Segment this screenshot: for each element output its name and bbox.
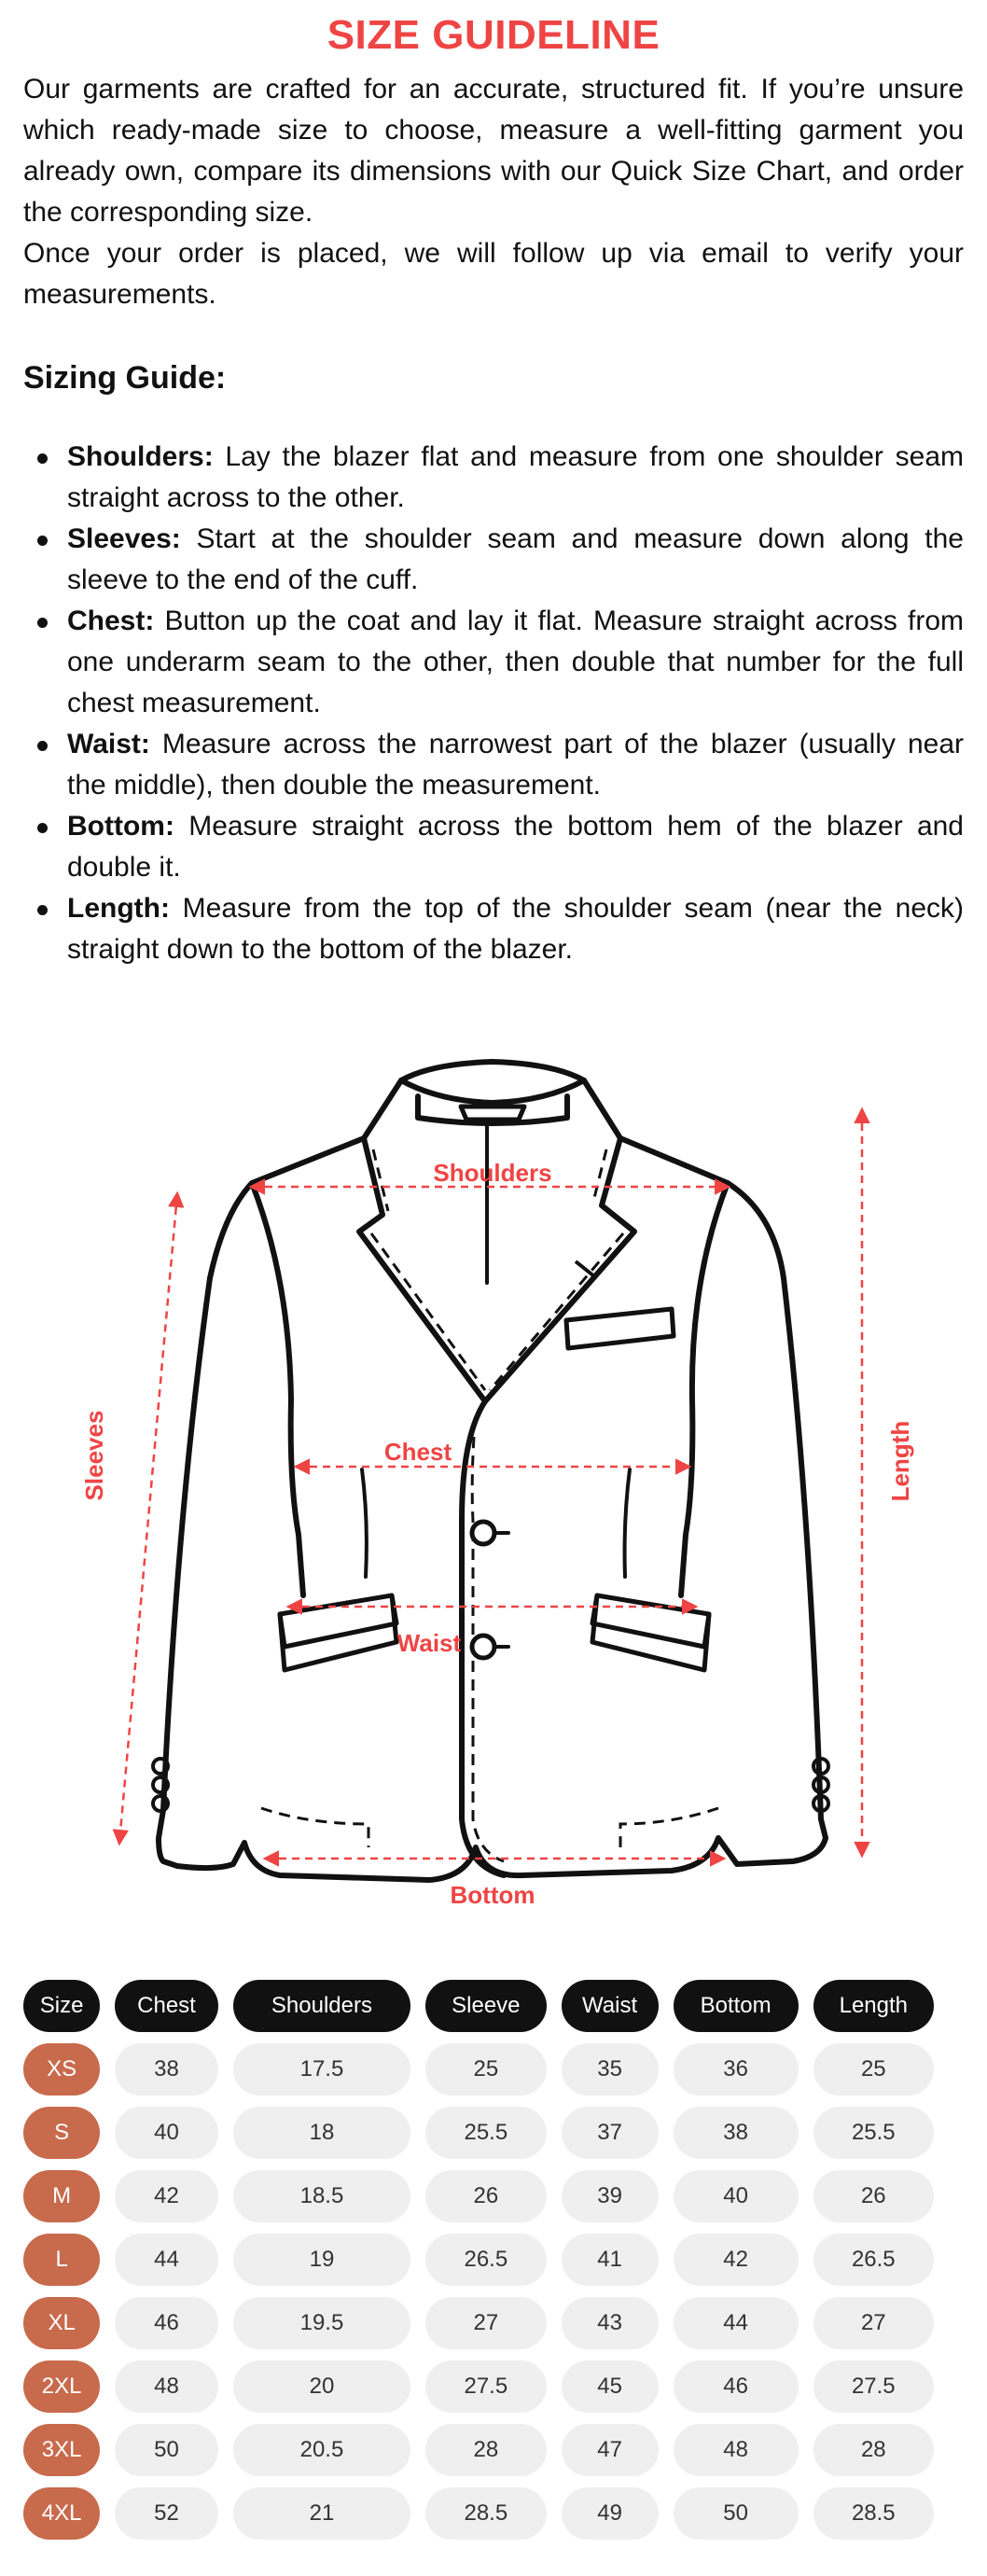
blazer-measurement-diagram: [0, 998, 987, 1922]
measurement-cell: 19: [233, 2234, 410, 2286]
bullet-icon: [37, 618, 48, 628]
collar-outline: [401, 1080, 584, 1103]
measurement-cell: 38: [674, 2107, 799, 2159]
guide-item-text: Start at the shoulder seam and measure down along the sleeve to the end of the cuff.: [67, 523, 964, 595]
table-row: [23, 2297, 934, 2349]
table-row: [23, 2170, 934, 2222]
size-label-cell: XS: [23, 2043, 100, 2096]
measurement-cell: 46: [115, 2297, 217, 2349]
lower-button: [472, 1636, 494, 1658]
measurement-cell: 36: [674, 2043, 799, 2096]
table-row: [23, 2234, 934, 2286]
measurement-cell: 37: [562, 2107, 659, 2159]
shoulders-label: Shoulders: [433, 1159, 552, 1187]
measurement-cell: 27: [813, 2297, 934, 2349]
guide-item-term: Sleeves:: [67, 523, 181, 554]
chest-pocket: [566, 1309, 674, 1348]
upper-button: [472, 1522, 494, 1544]
bullet-icon: [37, 741, 48, 751]
measurement-cell: 46: [674, 2360, 799, 2413]
guide-item-term: Bottom:: [67, 811, 174, 842]
size-label-cell: 3XL: [23, 2424, 100, 2476]
measurement-cell: 42: [115, 2170, 217, 2222]
table-row: [23, 2424, 934, 2476]
length-label: Length: [886, 1420, 914, 1502]
measurement-cell: 19.5: [233, 2297, 410, 2349]
sizing-guide-item: [23, 724, 964, 806]
table-row: [23, 2360, 934, 2413]
size-chart-header-row: [23, 1980, 934, 2032]
measurement-cell: 17.5: [233, 2043, 410, 2096]
left-sleeve-seam: [252, 1183, 303, 1595]
guide-item-term: Chest:: [67, 606, 155, 636]
measurement-cell: 52: [115, 2487, 217, 2540]
size-label-cell: 2XL: [23, 2360, 100, 2413]
size-label-cell: S: [23, 2107, 100, 2159]
measurement-cell: 28: [813, 2424, 934, 2476]
bullet-icon: [37, 823, 48, 833]
measurement-cell: 48: [674, 2424, 799, 2476]
right-sleeve-seam: [681, 1183, 728, 1595]
measurement-cell: 26.5: [425, 2234, 546, 2286]
table-header-cell: Sleeve: [425, 1980, 546, 2032]
measurement-cell: 40: [115, 2107, 217, 2159]
table-header-cell: Waist: [562, 1980, 659, 2032]
guide-item-text: Lay the blazer flat and measure from one shoulder seam straight across to the other.: [67, 441, 964, 513]
table-header-cell: Bottom: [674, 1980, 799, 2032]
measurement-cell: 26: [813, 2170, 934, 2222]
sizing-guide-heading: Sizing Guide:: [23, 360, 227, 396]
stitching: [261, 1149, 718, 1861]
measurement-cell: 47: [562, 2424, 659, 2476]
measurement-cell: 38: [115, 2043, 217, 2096]
measurement-cell: 50: [115, 2424, 217, 2476]
sleeves-label: Sleeves: [80, 1410, 108, 1501]
measurement-cell: 28: [425, 2424, 546, 2476]
size-label-cell: M: [23, 2170, 100, 2222]
size-label-cell: XL: [23, 2297, 100, 2349]
front-edge: [462, 1401, 504, 1875]
table-header-cell: Shoulders: [233, 1980, 410, 2032]
measurement-cell: 43: [562, 2297, 659, 2349]
measurement-cell: 50: [674, 2487, 799, 2540]
guide-item-term: Length:: [67, 893, 170, 924]
table-header-cell: Length: [813, 1980, 934, 2032]
sizing-guide-item: [23, 601, 964, 724]
measurement-cell: 44: [115, 2234, 217, 2286]
measurement-cell: 44: [674, 2297, 799, 2349]
left-hip-pocket: [280, 1595, 396, 1647]
guide-item-term: Waist:: [67, 729, 150, 759]
measurement-cell: 25.5: [425, 2107, 546, 2159]
measurement-cell: 27.5: [425, 2360, 546, 2413]
size-label-cell: L: [23, 2234, 100, 2286]
table-row: [23, 2487, 934, 2540]
measurement-cell: 39: [562, 2170, 659, 2222]
waist-label: Waist: [396, 1629, 462, 1657]
chest-label: Chest: [383, 1438, 452, 1466]
sizing-guide-item: [23, 437, 964, 519]
measurement-cell: 28.5: [425, 2487, 546, 2540]
bullet-icon: [37, 536, 48, 546]
guide-item-text: Measure straight across the bottom hem of the blazer and double it.: [67, 811, 964, 883]
measurement-cell: 35: [562, 2043, 659, 2096]
page-title: SIZE GUIDELINE: [327, 12, 660, 58]
measurement-cell: 25: [813, 2043, 934, 2096]
measurement-cell: 21: [233, 2487, 410, 2540]
bottom-label: Bottom: [450, 1881, 535, 1909]
measurement-cell: 20: [233, 2360, 410, 2413]
measurement-cell: 18: [233, 2107, 410, 2159]
measurement-cell: 26.5: [813, 2234, 934, 2286]
guide-item-term: Shoulders:: [67, 441, 214, 472]
measurement-cell: 25.5: [813, 2107, 934, 2159]
bullet-icon: [37, 905, 48, 915]
measurement-cell: 27.5: [813, 2360, 934, 2413]
measurement-cell: 45: [562, 2360, 659, 2413]
bullet-icon: [37, 453, 48, 464]
table-row: [23, 2043, 934, 2096]
table-header-cell: Size: [23, 1980, 100, 2032]
guide-item-text: Measure across the narrowest part of the blazer (usually near the middle), then double the measurement.: [67, 729, 964, 801]
measurement-cell: 40: [674, 2170, 799, 2222]
measurement-cell: 25: [425, 2043, 546, 2096]
measurement-cell: 18.5: [233, 2170, 410, 2222]
measurement-cell: 26: [425, 2170, 546, 2222]
sizing-guide-list: [23, 437, 964, 970]
guide-item-text: Measure from the top of the shoulder seam (near the neck) straight down to the bottom of the blazer.: [67, 893, 964, 965]
sizing-guide-item: [23, 519, 964, 601]
intro-paragraph: Our garments are crafted for an accurate, structured fit. If you’re unsure which ready-made size to choose, measure a well-fitting garment you already own, compare its dimensions with our Quick Size Chart, and order the corresponding size.: [23, 74, 964, 228]
sizing-guide-item: [23, 888, 964, 970]
size-chart-table: [8, 1969, 949, 2551]
size-label-cell: 4XL: [23, 2487, 100, 2540]
measurement-cell: 42: [674, 2234, 799, 2286]
measurement-cell: 49: [562, 2487, 659, 2540]
guide-item-text: Button up the coat and lay it flat. Measure straight across from one underarm seam to the other, then double that number for the full chest measurement.: [67, 606, 964, 718]
sizing-guide-item: [23, 806, 964, 888]
measurement-cell: 27: [425, 2297, 546, 2349]
measurement-cell: 41: [562, 2234, 659, 2286]
order-followup-paragraph: Once your order is placed, we will follow up via email to verify your measurements.: [23, 238, 964, 310]
measurement-cell: 20.5: [233, 2424, 410, 2476]
table-row: [23, 2107, 934, 2159]
measurement-cell: 48: [115, 2360, 217, 2413]
measurement-cell: 28.5: [813, 2487, 934, 2540]
right-hip-pocket: [592, 1595, 709, 1647]
table-header-cell: Chest: [115, 1980, 217, 2032]
